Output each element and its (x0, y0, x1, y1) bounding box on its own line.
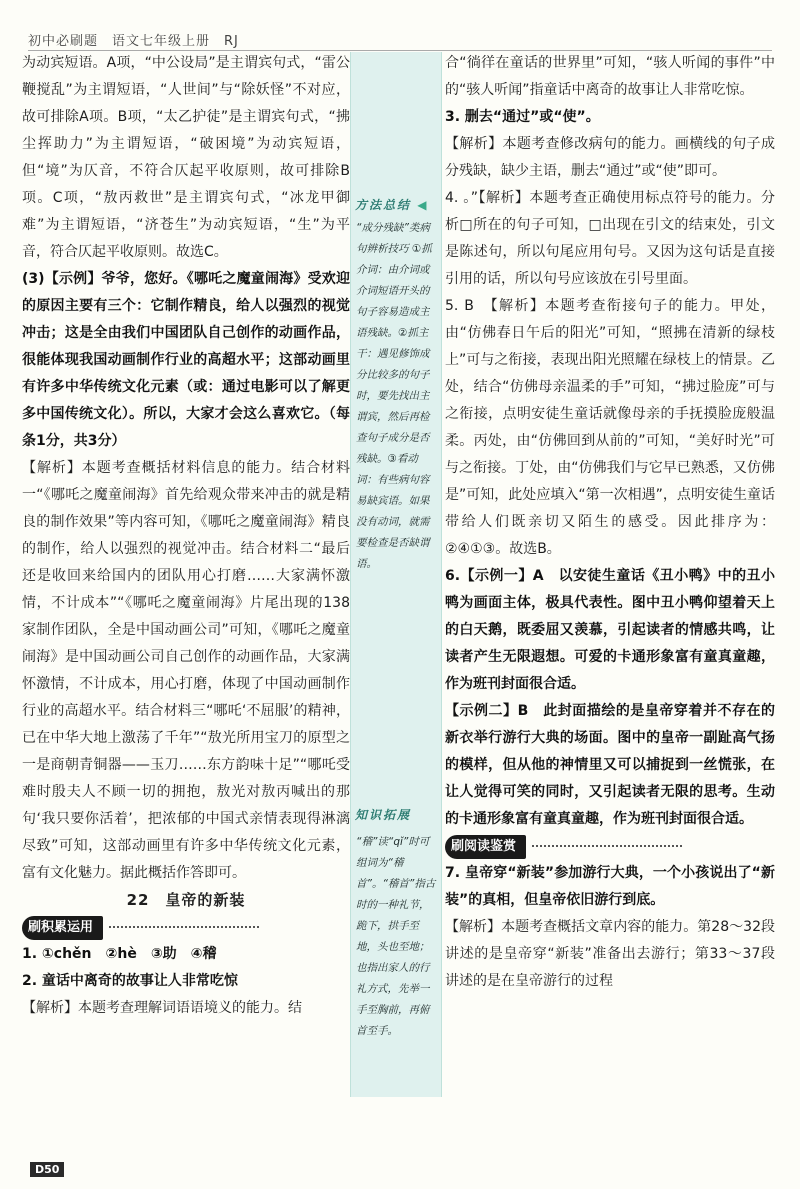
analysis-q3: 【解析】本题考查修改病句的能力。画横线的句子成分残缺，缺少主语，删去“通过”或“使”即可。 (445, 136, 775, 179)
analysis-q2-cont: 合“徜徉在童话的世界里”可知，“骇人听闻的事件”中的“骇人听闻”指童话中离奇的故事让人非常吃惊。 (445, 55, 775, 98)
sidebar-knowledge-text: “稽”读“qǐ”时可组词为“稽首”。“稽首”指古时的一种礼节，跪下，拱手至地，头也至地；也指出家人的行礼方式，先举一手至胸前，再俯首至手。 (356, 836, 436, 1037)
answer-q1: 1. ①chěn ②hè ③助 ④稽 (22, 946, 217, 962)
analysis-q2: 【解析】本题考查理解词语语境义的能力。结 (22, 1000, 302, 1016)
example-answer: (3)【示例】爷爷，您好。《哪吒之魔童闹海》受欢迎的原因主要有三个：它制作精良，给人以强烈的视觉冲击；这是全由我们中国团队自己创作的动画作品，很能体现我国动画制作行业的高超水平；这部动画里有许多中华传统文化元素（或：通过电影可以了解更多中国传统文化）。所以，大家才会这么喜欢它。（每条1分，共3分） (22, 271, 350, 449)
answer-q3: 3. 删去“通过”或“使”。 (445, 109, 600, 125)
lesson-title: 22 皇帝的新装 (126, 891, 246, 909)
answer-q6-example2: 【示例二】B 此封面描绘的是皇帝穿着并不存在的新衣举行游行大典的场面。图中的皇帝一副趾高气扬的模样，但从他的神情里又可以捕捉到一丝慌张，在让人觉得可笑的同时，又引起读者无限的思考。生动的卡通形象富有童真童趣，作为班刊封面很合适。 (445, 703, 775, 827)
analysis-q7: 【解析】本题考查概括文章内容的能力。第28～32段讲述的是皇帝穿“新装”准备出去游行；第33～37段讲述的是在皇帝游行的过程 (445, 919, 775, 989)
answer-q4: 4. 。”【解析】本题考查正确使用标点符号的能力。分析□所在的句子可知，□出现在引文的结束处，引文是陈述句，所以句尾应用句号。又因为这句话是直接引用的话，所以句号应该放在引号里面。 (445, 190, 775, 287)
page-number: D50 (30, 1162, 64, 1177)
left-column (22, 50, 350, 1022)
answer-q6-example1: 6.【示例一】A 以安徒生童话《丑小鸭》中的丑小鸭为画面主体，极具代表性。图中丑小鸭仰望着天上的白天鹅，既委屈又羡慕，引起读者的情感共鸣，让读者产生无限遐想。可爱的卡通形象富有童真童趣，作为班刊封面很合适。 (445, 568, 775, 692)
answer-paragraph: 为动宾短语。A项，“中公设局”是主谓宾句式，“雷公鞭搅乱”为主谓短语，“人世间”与“除妖怪”不对应，故可排除A项。B项，“太乙护徒”是主谓宾句式，“拂尘挥助力”为主谓短语，“破困境”为动宾短语，但“境”为仄音，不符合仄起平收原则，故可排除B项。C项，“敖丙救世”是主谓宾句式，“冰龙甲御难”为主谓短语，“济苍生”为动宾短语，“生”为平音，符合仄起平收原则。故选C。 (22, 55, 350, 260)
right-column (445, 50, 775, 995)
sidebar-method-title: 方法总结 ◀ (355, 198, 429, 212)
section-badge-accumulation: 刷积累运用 (22, 916, 103, 940)
analysis-paragraph: 【解析】本题考查概括材料信息的能力。结合材料一“《哪吒之魔童闹海》首先给观众带来冲击的就是精良的制作效果”等内容可知，《哪吒之魔童闹海》精良的制作，给人以强烈的视觉冲击。结合材料二“最后还是收回来给国内的团队用心打磨……大家满怀激情，不计成本”“《哪吒之魔童闹海》片尾出现的138家制作团队，全是中国动画公司”可知，《哪吒之魔童闹海》是中国动画公司自己创作的动画作品，大家满怀激情，不计成本，用心打磨，体现了中国动画制作行业的高超水平。结合材料三“哪吒‘不屈服’的精神，已在中华大地上激荡了千年”“敖光所用宝刀的原型之一是商朝青铜器——玉刀……东方韵味十足”“哪吒受难时殷夫人不顾一切的拥抱，敖光对敖丙喊出的那句‘我只要你活着’，把浓郁的中国式亲情表现得淋漓尽致”可知，这部动画里有许多中华传统文化元素，富有文化魅力。据此概括作答即可。 (22, 460, 350, 881)
badge-divider (532, 845, 682, 847)
arrow-left-icon: ◀ (417, 198, 429, 212)
page-header: 初中必刷题 语文七年级上册 RJ (28, 34, 239, 49)
answer-q7: 7. 皇帝穿“新装”参加游行大典，一个小孩说出了“新装”的真相，但皇帝依旧游行到底。 (445, 865, 775, 908)
answer-q2: 2. 童话中离奇的故事让人非常吃惊 (22, 973, 238, 989)
sidebar-knowledge-title: 知识拓展 (355, 808, 412, 822)
answer-q5: 5. B 【解析】本题考查衔接句子的能力。甲处，由“仿佛春日午后的阳光”可知，“照拂在清新的绿枝上”可与之衔接，表现出阳光照耀在绿枝上的情景。乙处，结合“仿佛母亲温柔的手”可知，“拂过脸庞”可与之衔接，点明安徒生童话就像母亲的手抚摸脸庞般温柔。丙处，由“仿佛回到从前的”可知，“美好时光”可与之衔接。丁处，由“仿佛我们与它早已熟悉，又仿佛是”可知，此处应填入“第一次相遇”，点明安徒生童话带给人们既亲切又陌生的感受。因此排序为：②④①③。故选B。 (445, 298, 775, 557)
section-badge-reading: 刷阅读鉴赏 (445, 835, 526, 859)
badge-divider (109, 926, 259, 928)
sidebar-method-text: “成分残缺”类病句辨析技巧 ①抓介词：由介词或介词短语开头的句子容易造成主语残缺。②抓主干：遇见修饰成分比较多的句子时，要先找出主谓宾，然后再检查句子成分是否残缺。③看动词：有些病句容易缺宾语。如果没有动词，就需要检查是否缺谓语。 (356, 222, 432, 570)
